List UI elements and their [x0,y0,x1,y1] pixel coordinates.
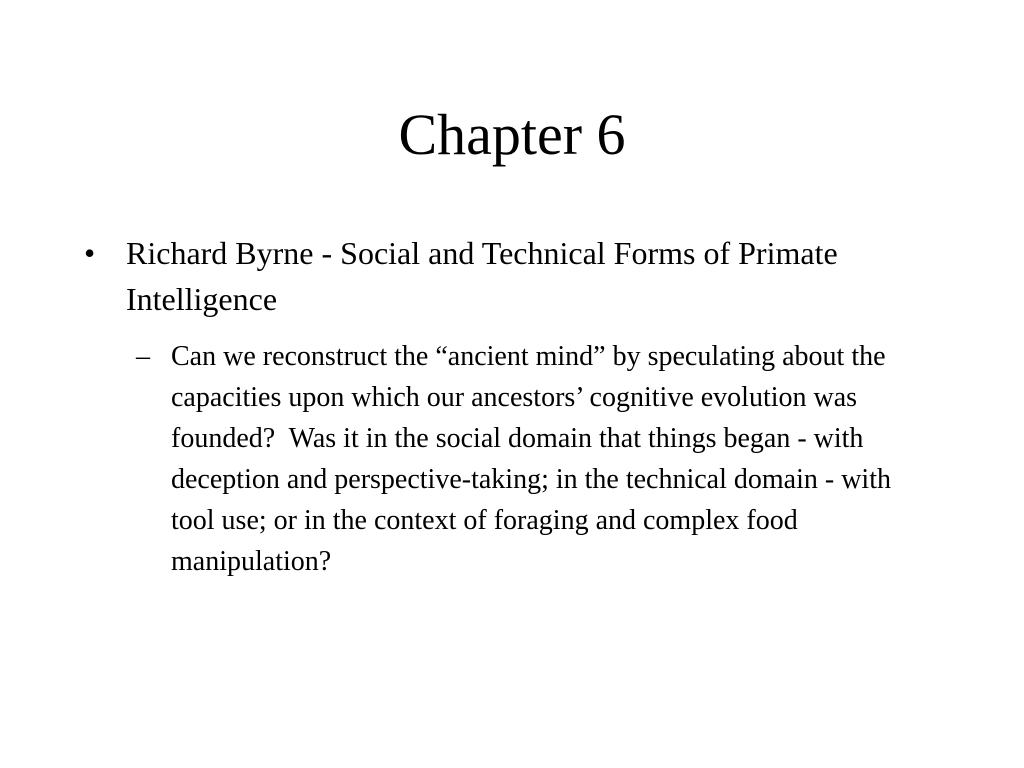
sub-bullet-item [136,336,926,582]
sub-bullet-marker: – [136,341,150,372]
bullet-marker: • [84,235,96,271]
sub-bullet-text: Can we reconstruct the “ancient mind” by speculating about the capacities upon which our ancestors’ cognitive evolution was founded? Was it in the social domain that things began - with deception and perspective-taking; in the technical domain - with tool use; or in the context of foraging and complex food manipulation? [171,341,898,577]
bullet-item [84,230,904,322]
bullet-text: Richard Byrne - Social and Technical Forms of Primate Intelligence [126,235,838,317]
slide-title: Chapter 6 [398,102,626,167]
